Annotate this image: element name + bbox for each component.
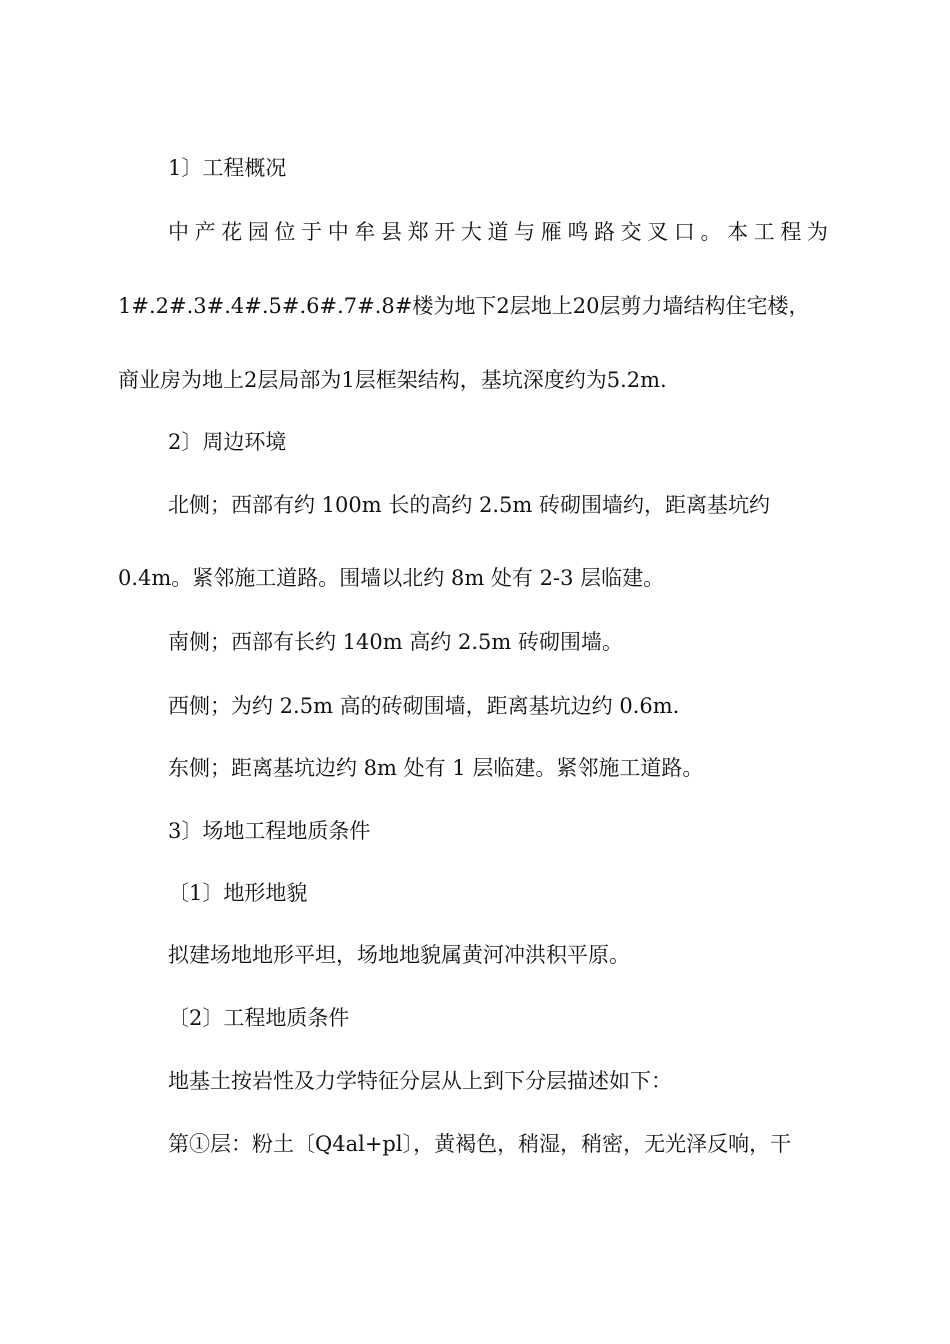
north-side-line-1: 北侧；西部有约 100m 长的高约 2.5m 砖砌围墙约，距离基坑约 [168, 493, 771, 517]
south-side-text: 南侧；西部有长约 140m 高约 2.5m 砖砌围墙。 [168, 630, 624, 654]
justified-char: 中 [168, 220, 189, 244]
justified-char: 路 [594, 220, 615, 244]
section-1-paragraph-line-3: 商业房为地上2层局部为1层框架结构，基坑深度约为5.2m. [118, 368, 667, 392]
justified-char: 道 [487, 220, 509, 244]
justified-char: 叉 [647, 220, 669, 244]
west-side-text: 西侧；为约 2.5m 高的砖砌围墙，距离基坑边约 0.6m. [168, 694, 680, 718]
justified-char: 交 [620, 220, 642, 244]
subsection-1-heading: 〔1〕地形地貌 [168, 881, 308, 905]
justified-char: 。 [700, 220, 722, 244]
justified-char: 中 [327, 220, 349, 244]
justified-char: 为 [807, 220, 828, 244]
subsection-2-heading: 〔2〕工程地质条件 [168, 1006, 350, 1030]
subsection-1-text: 拟建场地地形平坦，场地地貌属黄河冲洪积平原。 [168, 943, 630, 967]
justified-char: 于 [301, 220, 323, 244]
justified-char: 鸣 [567, 220, 589, 244]
section-3-heading: 3〕场地工程地质条件 [168, 819, 371, 843]
justified-char: 本 [727, 220, 749, 244]
east-side-text: 东侧；距离基坑边约 8m 处有 1 层临建。紧邻施工道路。 [168, 756, 704, 780]
justified-char: 与 [514, 220, 536, 244]
subsection-2-intro: 地基土按岩性及力学特征分层从上到下分层描述如下： [168, 1069, 672, 1093]
north-side-line-2: 0.4m。紧邻施工道路。围墙以北约 8m 处有 2-3 层临建。 [118, 566, 665, 590]
justified-char: 郑 [407, 220, 429, 244]
justified-char: 程 [780, 220, 802, 244]
layer-1-description: 第①层：粉土〔Q4al+pl〕，黄褐色，稍湿，稍密，无光泽反响，干 [168, 1132, 792, 1156]
justified-char: 开 [434, 220, 456, 244]
justified-char: 口 [673, 220, 695, 244]
section-1-paragraph-line-2: 1#.2#.3#.4#.5#.6#.7#.8#楼为地下2层地上20层剪力墙结构住宅楼， [118, 294, 810, 318]
justified-char: 位 [274, 220, 296, 244]
justified-char: 县 [381, 220, 402, 244]
justified-char: 雁 [540, 220, 562, 244]
justified-char: 园 [247, 220, 269, 244]
justified-char: 花 [221, 220, 243, 244]
justified-char: 工 [753, 220, 775, 244]
section-1-heading: 1〕工程概况 [168, 156, 287, 180]
justified-char: 牟 [354, 220, 376, 244]
justified-char: 产 [194, 220, 216, 244]
justified-char: 大 [460, 220, 482, 244]
section-1-paragraph-line-1 [168, 222, 828, 243]
section-2-heading: 2〕周边环境 [168, 430, 287, 454]
